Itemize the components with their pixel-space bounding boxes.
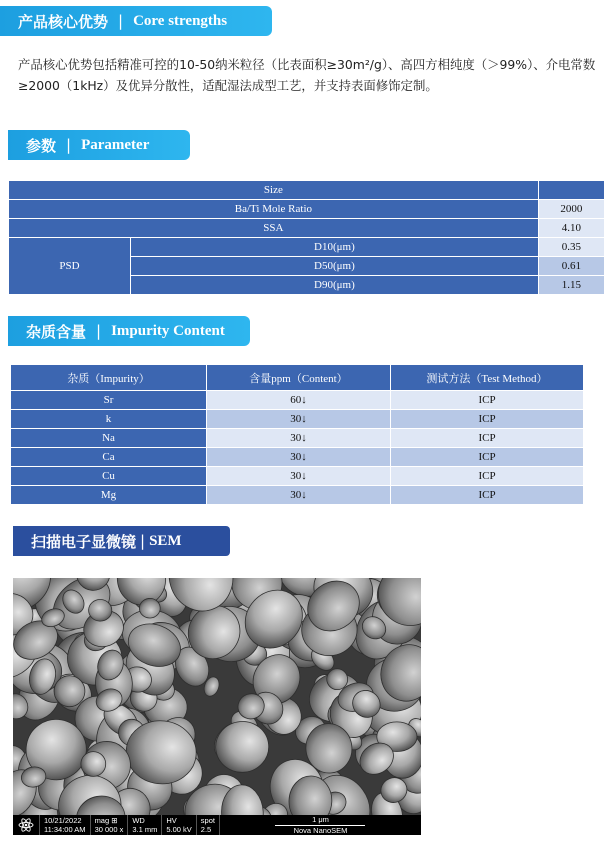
section-title-en: Impurity Content [111,322,225,339]
sem-hv-value: 5.00 kV [166,825,192,834]
impurity-content: 30↓ [207,467,391,486]
param-d10-value: 0.35 [538,238,604,257]
impurity-content: 60↓ [207,391,391,410]
impurity-name: Mg [11,486,207,505]
sem-spot-label: spot [200,816,215,825]
section-title-cn: 产品核心优势 [18,12,109,31]
impurity-method: ICP [391,486,584,505]
section-title-cn: 参数 [26,136,57,155]
section-title-cn: 扫描电子显微镜 [31,532,137,551]
impurity-content: 30↓ [207,429,391,448]
sem-voltage [161,815,195,835]
param-d50-label: D50(μm) [131,257,539,276]
table-row [9,200,605,219]
param-ratio-label: Ba/Ti Mole Ratio [9,200,539,219]
section-title-en: SEM [149,532,182,549]
table-row [11,410,584,429]
sem-spot [196,815,219,835]
table-row [11,429,584,448]
param-size-value [538,181,604,200]
sem-micrograph [13,578,421,835]
title-separator: | [66,136,72,154]
param-d90-value: 1.15 [538,276,604,295]
table-row [9,238,605,257]
param-ratio-value: 2000 [538,200,604,219]
title-separator: | [96,322,102,340]
sem-banner [13,526,230,556]
table-header-row [11,365,584,391]
param-d90-label: D90(μm) [131,276,539,295]
param-d10-label: D10(μm) [131,238,539,257]
impurity-name: Na [11,429,207,448]
sem-spot-value: 2.5 [200,825,212,834]
parameter-table [8,180,605,295]
title-separator: | [118,12,124,30]
sem-mag-value: 30 000 x [94,825,124,834]
sem-wd-value: 3.1 mm [132,825,158,834]
impurity-method: ICP [391,391,584,410]
table-row [9,219,605,238]
section-title-en: Core strengths [133,12,228,29]
section-title-en: Parameter [81,136,150,153]
sem-instrument: Nova NanoSEM [293,826,348,835]
sem-hv-label: HV [166,816,177,825]
parameter-banner [8,130,190,160]
sem-working-distance [127,815,161,835]
impurity-method: ICP [391,429,584,448]
column-header-method: 测试方法（Test Method） [391,365,584,391]
fei-atom-logo-icon [13,815,39,835]
impurity-method: ICP [391,410,584,429]
param-d50-value: 0.61 [538,257,604,276]
sem-scale-bar [219,815,421,835]
intro-paragraph: 产品核心优势包括精准可控的10-50纳米粒径（比表面积≥30m²/g）、高四方相纯度（＞99%）、介电常数≥2000（1kHz）及优异分散性，适配湿法成型工艺，并支持表面修饰定制。 [18,57,596,93]
table-row [9,181,605,200]
impurity-method: ICP [391,467,584,486]
table-row [11,391,584,410]
param-size-label: Size [9,181,539,200]
impurity-content: 30↓ [207,410,391,429]
column-header-content: 含量ppm（Content） [207,365,391,391]
sem-datetime [39,815,90,835]
param-ssa-value: 4.10 [538,219,604,238]
sem-wd-label: WD [132,816,145,825]
column-header-impurity: 杂质（Impurity） [11,365,207,391]
sem-particles-image [13,578,421,815]
table-row [11,486,584,505]
impurity-table [10,364,584,505]
param-ssa-label: SSA [9,219,539,238]
sem-info-bar [13,815,421,835]
impurity-name: Sr [11,391,207,410]
sem-scale-label: 1 μm [312,815,329,824]
sem-mag-label: mag ⊞ [94,816,118,825]
sem-particle [81,751,106,776]
sem-time: 11:34:00 AM [44,825,86,834]
table-row [11,467,584,486]
title-separator: | [140,532,146,550]
impurity-name: Cu [11,467,207,486]
section-title-cn: 杂质含量 [26,322,87,341]
impurity-name: k [11,410,207,429]
sem-particle [88,599,112,621]
table-row [11,448,584,467]
impurity-content: 30↓ [207,448,391,467]
core-strengths-banner [0,6,272,36]
param-psd-label: PSD [9,238,131,295]
sem-date: 10/21/2022 [44,816,82,825]
impurity-name: Ca [11,448,207,467]
impurity-method: ICP [391,448,584,467]
sem-magnification [90,815,128,835]
impurity-banner [8,316,250,346]
impurity-content: 30↓ [207,486,391,505]
